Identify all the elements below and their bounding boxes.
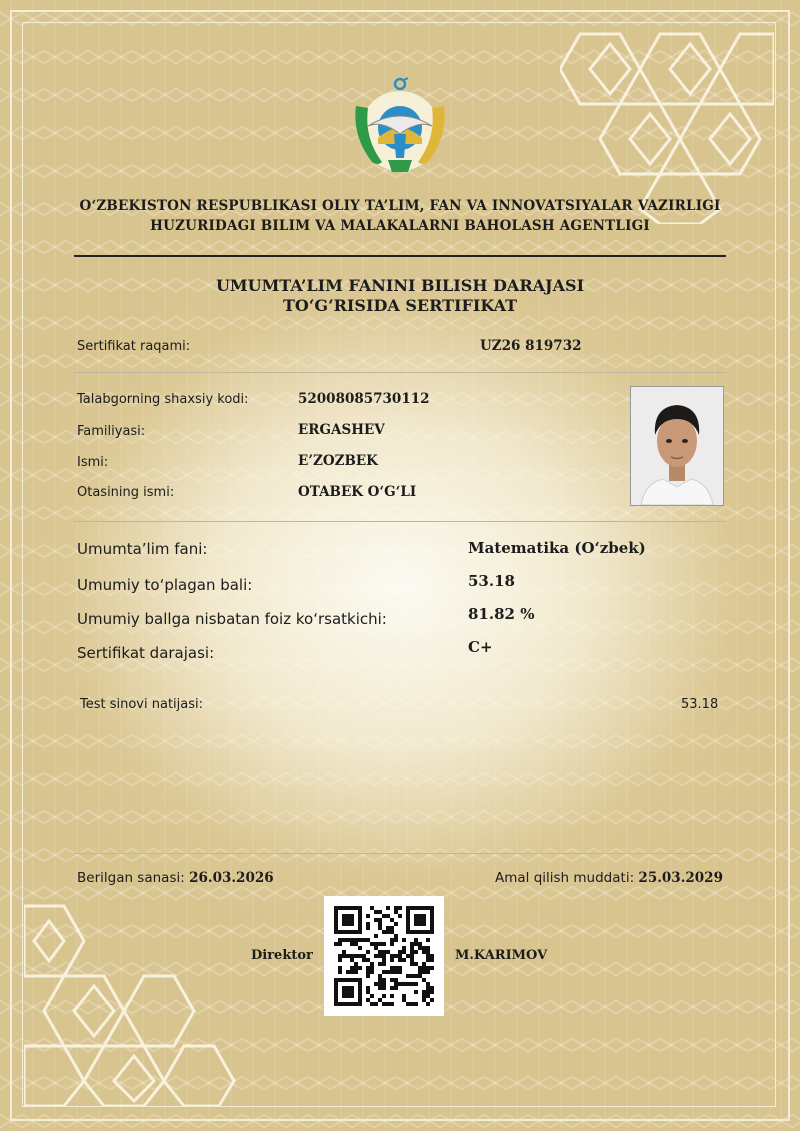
issue-date xyxy=(77,870,274,886)
section-divider-2 xyxy=(74,521,726,522)
certificate-title xyxy=(100,276,700,316)
issue-date-value: 26.03.2026 xyxy=(189,870,274,886)
first-name-label: Ismi: xyxy=(77,455,109,470)
agency-line-1: O‘ZBEKISTON RESPUBLIKASI OLIY TA’LIM, FAN VA INNOVATSIYALAR VAZIRLIGI xyxy=(79,198,721,214)
ornament-top-right xyxy=(560,24,774,224)
certificate-number-value: UZ26 819732 xyxy=(480,338,582,354)
valid-until-value: 25.03.2029 xyxy=(638,870,723,886)
surname-value: ERGASHEV xyxy=(298,422,385,438)
director-name: M.KARIMOV xyxy=(455,948,548,963)
section-divider-3 xyxy=(74,853,726,854)
state-emblem-icon xyxy=(348,76,452,176)
valid-until-label: Amal qilish muddati: xyxy=(495,870,635,886)
agency-name xyxy=(60,196,740,236)
grade-label: Sertifikat darajasi: xyxy=(77,644,215,662)
percent-value: 81.82 % xyxy=(468,605,535,623)
test-result-label: Test sinovi natijasi: xyxy=(80,697,204,712)
ornament-bottom-left xyxy=(24,896,254,1106)
total-score-label: Umumiy to‘plagan bali: xyxy=(77,576,253,594)
personal-id-label: Talabgorning shaxsiy kodi: xyxy=(77,392,249,407)
title-line-1: UMUMTA’LIM FANINI BILISH DARAJASI xyxy=(215,276,585,295)
issue-date-label: Berilgan sanasi: xyxy=(77,870,185,886)
first-name-value: E’ZOZBEK xyxy=(298,453,378,469)
subject-label: Umumta’lim fani: xyxy=(77,540,208,558)
header-divider xyxy=(74,255,726,257)
applicant-photo xyxy=(630,386,724,506)
surname-label: Familiyasi: xyxy=(77,424,146,439)
personal-id-value: 52008085730112 xyxy=(298,391,430,407)
certificate-number-label: Sertifikat raqami: xyxy=(77,339,191,354)
grade-value: C+ xyxy=(468,638,493,656)
patronymic-value: OTABEK O‘G‘LI xyxy=(298,484,417,500)
director-label: Direktor xyxy=(251,948,313,963)
test-result-value: 53.18 xyxy=(681,697,719,712)
subject-value: Matematika (O‘zbek) xyxy=(468,539,646,557)
agency-line-2: HUZURIDAGI BILIM VA MALAKALARNI BAHOLASH AGENTLIGI xyxy=(150,218,650,234)
total-score-value: 53.18 xyxy=(468,572,515,590)
percent-label: Umumiy ballga nisbatan foiz ko‘rsatkichi: xyxy=(77,610,387,628)
verification-qr-code[interactable] xyxy=(324,896,444,1016)
valid-until xyxy=(495,870,723,886)
section-divider-1 xyxy=(74,372,726,373)
title-line-2: TO‘G‘RISIDA SERTIFIKAT xyxy=(282,296,518,315)
patronymic-label: Otasining ismi: xyxy=(77,485,175,500)
